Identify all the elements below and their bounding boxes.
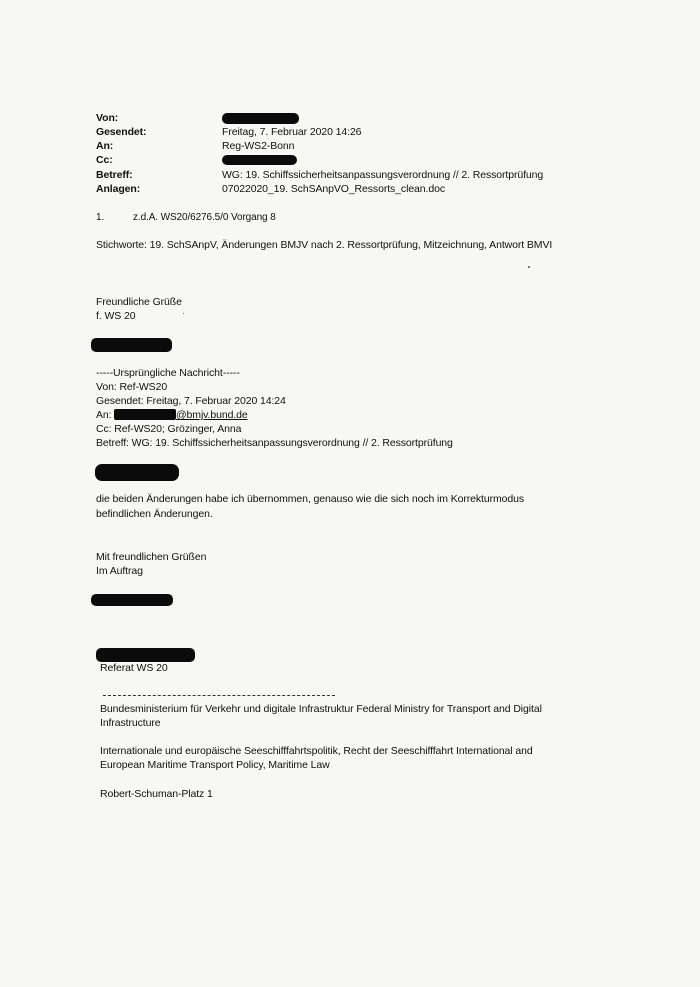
instruction-text: z.d.A. WS20/6276.5/0 Vorgang 8 bbox=[133, 212, 276, 223]
keywords-line: Stichworte: 19. SchSAnpV, Änderungen BMJV nach 2. Ressortprüfung, Mitzeichnung, Antwort BMVI bbox=[96, 239, 553, 251]
an-label: An: bbox=[96, 140, 114, 152]
an-value: Reg-WS2-Bonn bbox=[222, 140, 295, 152]
signature-ministry-line2: Infrastructure bbox=[100, 717, 161, 729]
anlagen-label: Anlagen: bbox=[96, 183, 141, 195]
closing-signoff: f. WS 20 bbox=[96, 310, 136, 322]
cc-label: Cc: bbox=[96, 154, 113, 166]
body-line-1: die beiden Änderungen habe ich übernommen, genauso wie die sich noch im Korrekturmodus bbox=[96, 493, 525, 505]
original-gesendet: Gesendet: Freitag, 7. Februar 2020 14:24 bbox=[96, 395, 286, 407]
original-cc: Cc: Ref-WS20; Grözinger, Anna bbox=[96, 423, 242, 435]
signature-divider bbox=[103, 695, 335, 696]
gesendet-value: Freitag, 7. Februar 2020 14:26 bbox=[222, 126, 362, 138]
instruction-number: 1. bbox=[96, 212, 105, 223]
original-betreff: Betreff: WG: 19. Schiffssicherheitsanpassungsverordnung // 2. Ressortprüfung bbox=[96, 437, 453, 449]
von-label: Von: bbox=[96, 112, 119, 124]
closing2-greeting: Mit freundlichen Grüßen bbox=[96, 551, 207, 563]
redacted-sender bbox=[222, 113, 299, 124]
original-an-label: An: bbox=[96, 409, 112, 421]
anlagen-value: 07022020_19. SchSAnpVO_Ressorts_clean.doc bbox=[222, 183, 445, 195]
body-line-2: befindlichen Änderungen. bbox=[96, 508, 213, 520]
original-an-email-domain[interactable]: @bmjv.bund.de bbox=[176, 409, 248, 421]
betreff-label: Betreff: bbox=[96, 169, 133, 181]
original-von: Von: Ref-WS20 bbox=[96, 381, 168, 393]
redacted-cc bbox=[222, 155, 297, 165]
signature-ministry-line1: Bundesministerium für Verkehr und digitale Infrastruktur Federal Ministry for Transport and Digital bbox=[100, 703, 542, 715]
redacted-name-2 bbox=[91, 594, 173, 606]
scan-speck bbox=[528, 266, 530, 268]
gesendet-label: Gesendet: bbox=[96, 126, 147, 138]
redacted-email-user bbox=[114, 409, 176, 420]
signature-division-line1: Internationale und europäische Seeschifffahrtspolitik, Recht der Seeschifffahrt International and bbox=[100, 745, 533, 757]
redacted-name-1 bbox=[91, 338, 172, 352]
closing2-auftrag: Im Auftrag bbox=[96, 565, 143, 577]
redacted-name-3 bbox=[96, 648, 195, 662]
signature-division-line2: European Maritime Transport Policy, Maritime Law bbox=[100, 759, 330, 771]
closing-greeting: Freundliche Grüße bbox=[96, 296, 182, 308]
betreff-value: WG: 19. Schiffssicherheitsanpassungsverordnung // 2. Ressortprüfung bbox=[222, 169, 544, 181]
scan-speck bbox=[183, 313, 184, 314]
signature-address: Robert-Schuman-Platz 1 bbox=[100, 788, 213, 800]
redacted-salutation bbox=[95, 464, 179, 481]
signature-referat: Referat WS 20 bbox=[100, 662, 168, 674]
original-separator: -----Ursprüngliche Nachricht----- bbox=[96, 367, 240, 379]
